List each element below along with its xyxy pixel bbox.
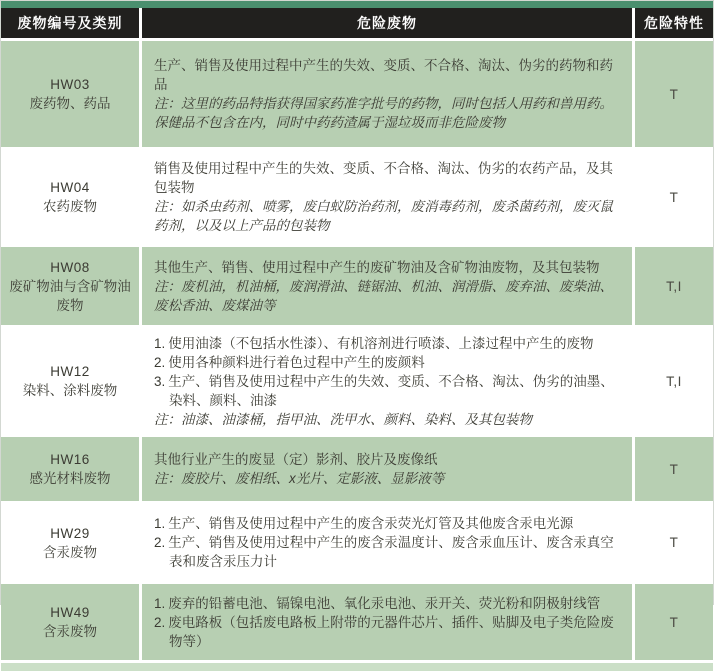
waste-category: 含汞废物 — [43, 624, 97, 639]
table-row — [1, 150, 713, 244]
waste-code: HW16 — [50, 452, 90, 467]
waste-description-line: 销售及使用过程中产生的失效、变质、不合格、淘汰、伪劣的农药产品，及其包装物 — [154, 161, 613, 195]
waste-description-cell — [139, 150, 635, 244]
waste-description-line: 3. 生产、销售及使用过程中产生的失效、变质、不合格、淘汰、伪劣的油墨、染料、颜料、油漆 — [154, 373, 614, 408]
hazard-code: T — [635, 504, 713, 581]
waste-description-line: 2. 废电路板（包括废电路板上附带的元器件芯片、插件、贴脚及电子类危险废物等） — [154, 614, 614, 649]
waste-code-cell — [1, 504, 139, 581]
hazard-code: T,I — [635, 247, 713, 325]
waste-category: 废药物、药品 — [29, 96, 111, 111]
waste-code-cell — [1, 150, 139, 244]
header-hazard-characteristic: 危险特性 — [635, 8, 713, 38]
waste-description-cell — [139, 584, 635, 660]
waste-category: 含汞废物 — [43, 544, 97, 560]
waste-code-cell — [1, 247, 139, 325]
waste-code-cell — [1, 41, 139, 147]
waste-code-cell — [1, 328, 139, 434]
waste-description-line: 1. 使用油漆（不包括水性漆）、有机溶剂进行喷漆、上漆过程中产生的废物 — [154, 335, 594, 351]
hazard-code: T — [635, 150, 713, 244]
waste-description-line: 其他生产、销售、使用过程中产生的废矿物油及含矿物油废物，及其包装物 — [154, 259, 600, 275]
table-row — [1, 437, 713, 501]
list-number: 1. — [154, 595, 166, 611]
header-waste-code-and-category: 废物编号及类别 — [1, 8, 139, 38]
list-number: 3. — [154, 373, 166, 389]
waste-description-cell — [139, 504, 635, 581]
waste-note: 注：如杀虫药剂、喷雾，废白蚁防治药剂，废消毒药剂，废杀菌药剂，废灭鼠药剂，以及以上产品的包装物 — [154, 199, 613, 233]
table-header-row — [1, 8, 713, 38]
waste-description-cell — [139, 247, 635, 325]
waste-description-line: 1. 生产、销售及使用过程中产生的废含汞荧光灯管及其他废含汞电光源 — [154, 516, 574, 531]
waste-description-line: 2. 生产、销售及使用过程中产生的废含汞温度计、废含汞血压计、废含汞真空表和废含汞压力计 — [154, 535, 614, 569]
bottom-accent-bar — [1, 663, 713, 671]
waste-code: HW04 — [50, 180, 90, 195]
waste-description-cell — [139, 328, 635, 434]
waste-code-cell — [1, 584, 139, 660]
hazard-code: T — [635, 584, 713, 660]
waste-note: 注：油漆、油漆桶，指甲油、洗甲水、颜料、染料、及其包装物 — [154, 411, 532, 427]
waste-note: 注：废机油，机油桶，废润滑油、链锯油、机油、润滑脂、废弃油、废柴油、废松香油、废煤油等 — [154, 278, 613, 313]
list-number: 1. — [154, 516, 166, 531]
waste-category: 染料、涂料废物 — [22, 383, 118, 398]
table-row — [1, 41, 713, 147]
list-number: 1. — [154, 335, 166, 351]
header-hazardous-waste: 危险废物 — [139, 8, 635, 38]
waste-code: HW12 — [50, 364, 90, 379]
list-number: 2. — [154, 535, 166, 550]
waste-category: 感光材料废物 — [29, 471, 111, 486]
waste-code: HW29 — [50, 525, 90, 541]
waste-code: HW03 — [50, 77, 90, 92]
waste-description-line: 1. 废弃的铅蓄电池、镉镍电池、氧化汞电池、汞开关、荧光粉和阴极射线管 — [154, 595, 601, 611]
list-number: 2. — [154, 614, 166, 630]
waste-code: HW49 — [50, 605, 90, 620]
table-row — [1, 247, 713, 325]
hazard-code: T — [635, 41, 713, 147]
waste-note: 注：这里的药品特指获得国家药准字批号的药物，同时包括人用药和兽用药。保健品不包含在内，同时中药药渣属于湿垃圾而非危险废物 — [154, 96, 613, 130]
waste-description-line: 2. 使用各种颜料进行着色过程中产生的废颜料 — [154, 354, 425, 370]
waste-description-cell — [139, 41, 635, 147]
waste-category: 废矿物油与含矿物油废物 — [9, 278, 131, 313]
waste-description-line: 生产、销售及使用过程中产生的失效、变质、不合格、淘汰、伪劣的药物和药品 — [154, 58, 613, 92]
table-row — [1, 328, 713, 434]
table-row — [1, 584, 713, 660]
hazard-code: T,I — [635, 328, 713, 434]
hazardous-waste-table — [1, 5, 713, 663]
waste-description-cell — [139, 437, 635, 501]
list-number: 2. — [154, 354, 166, 370]
waste-category: 农药废物 — [43, 199, 97, 214]
waste-note: 注：废胶片、废相纸、x光片、定影液、显影液等 — [154, 471, 445, 486]
hazard-code: T — [635, 437, 713, 501]
waste-code-cell — [1, 437, 139, 501]
waste-description-line: 其他行业产生的废显（定）影剂、胶片及废像纸 — [154, 452, 438, 467]
table-body — [1, 41, 713, 660]
table-row — [1, 504, 713, 581]
waste-code: HW08 — [50, 259, 90, 275]
